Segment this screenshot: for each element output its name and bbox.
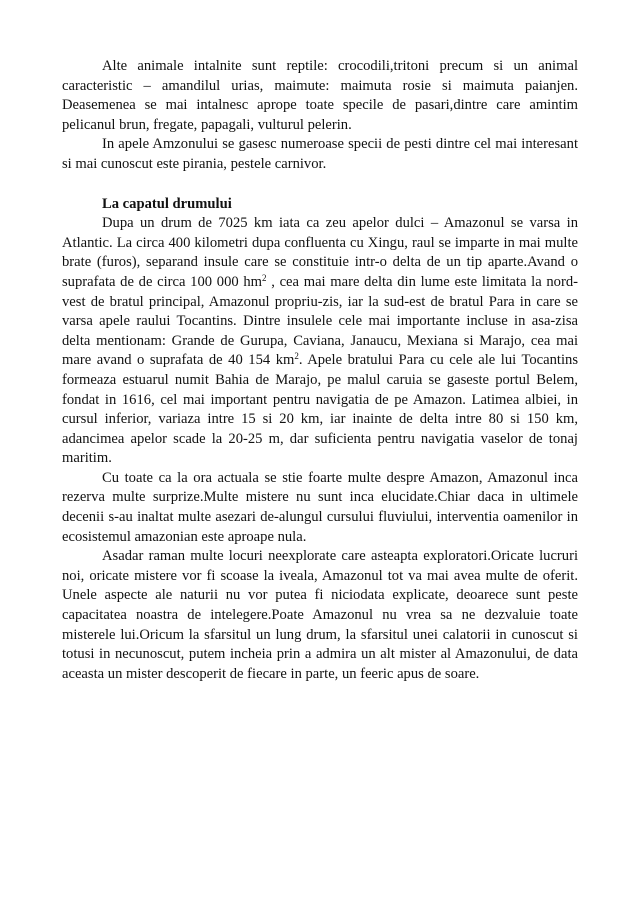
paragraph-mysteries: Cu toate ca la ora actuala se stie foarte multe despre Amazon, Amazonul inca rezerva multe surprize.Multe mistere nu sunt inca elucidate.Chiar daca in ultimele decenii s-au inaltat multe asezari de-alungul cursului fluviului, interventia oamenilor in ecosistemul amazonian este aproape nula. (62, 469, 578, 545)
superscript-two: 2 (294, 351, 299, 362)
paragraph-delta-part1: Dupa un drum de 7025 km iata ca zeu apelor dulci – Amazonul se varsa in Atlantic. La circa 400 kilometri dupa confluenta cu Xingu, raul se imparte in mai multe brate (furos), separand insule care se constituie intr-o delta de un tip aparte.Avand o suprafata de de circa 100 000 hm (62, 215, 578, 290)
paragraph-conclusion: Asadar raman multe locuri neexplorate care asteapta exploratori.Oricate lucruri noi, oricate mistere vor fi scoase la iveala, Amazonul tot va mai avea multe de oferit. Unele aspecte ale naturii nu vor putea fi niciodata explicate, deoarece sunt peste capacitatea noastra de intelegere.Poate Amazonul nu vrea sa ne dezvaluie toate misterele lui.Oricum la sfarsitul un lung drum, la sfarsitul unei calatorii in cunoscut si totusi in necunoscut, putem incheia prin a admira un alt mister al Amazonului, de data aceasta un mister descoperit de fiecare in parte, un feeric apus de soare. (62, 548, 578, 682)
section-heading: La capatul drumului (102, 195, 232, 212)
paragraph-delta-part3: . Apele bratului Para cu cele ale lui Tocantins formeaza estuarul numit Bahia de Marajo, pe malul caruia se gaseste portul Belem, fondat in 1616, cel mai important pentru navigatia de pe Amazon. Latimea albiei, in cursul inferior, variaza intre 15 si 20 km, iar inainte de delta intre 80 si 150 km, adancimea apelor scade la 20-25 m, dar suficienta pentru navigatia vaselor de tonaj maritim. (62, 352, 578, 467)
paragraph-fish: In apele Amzonului se gasesc numeroase specii de pesti dintre cel mai interesant si mai cunoscut este pirania, pestele carnivor. (62, 136, 578, 172)
paragraph-reptiles-birds: Alte animale intalnite sunt reptile: crocodili,tritoni precum si un animal caracteristic – amandilul urias, maimute: maimuta rosie si maimuta paianjen. Deasemenea se mai intalnesc aprope toate specile de pasari,dintre care amintim pelicanul brun, fregate, papagali, vulturul pelerin. (62, 58, 578, 133)
paragraph-delta-part2: , cea mai mare delta din lume este limitata la nord-vest de bratul principal, Amazonul propriu-zis, iar la sud-est de bratul Para in care se varsa apele raului Tocantins. Dintre insulele cele mai importante incluse in asa-zisa delta mentionam: Grande de Gurupa, Caviana, Janaucu, Mexiana si Marajo, cea mai mare avand o suprafata de 40 154 km (62, 273, 578, 369)
document-page (62, 57, 578, 684)
superscript-two: 2 (262, 272, 267, 283)
paragraph-delta (62, 214, 578, 469)
